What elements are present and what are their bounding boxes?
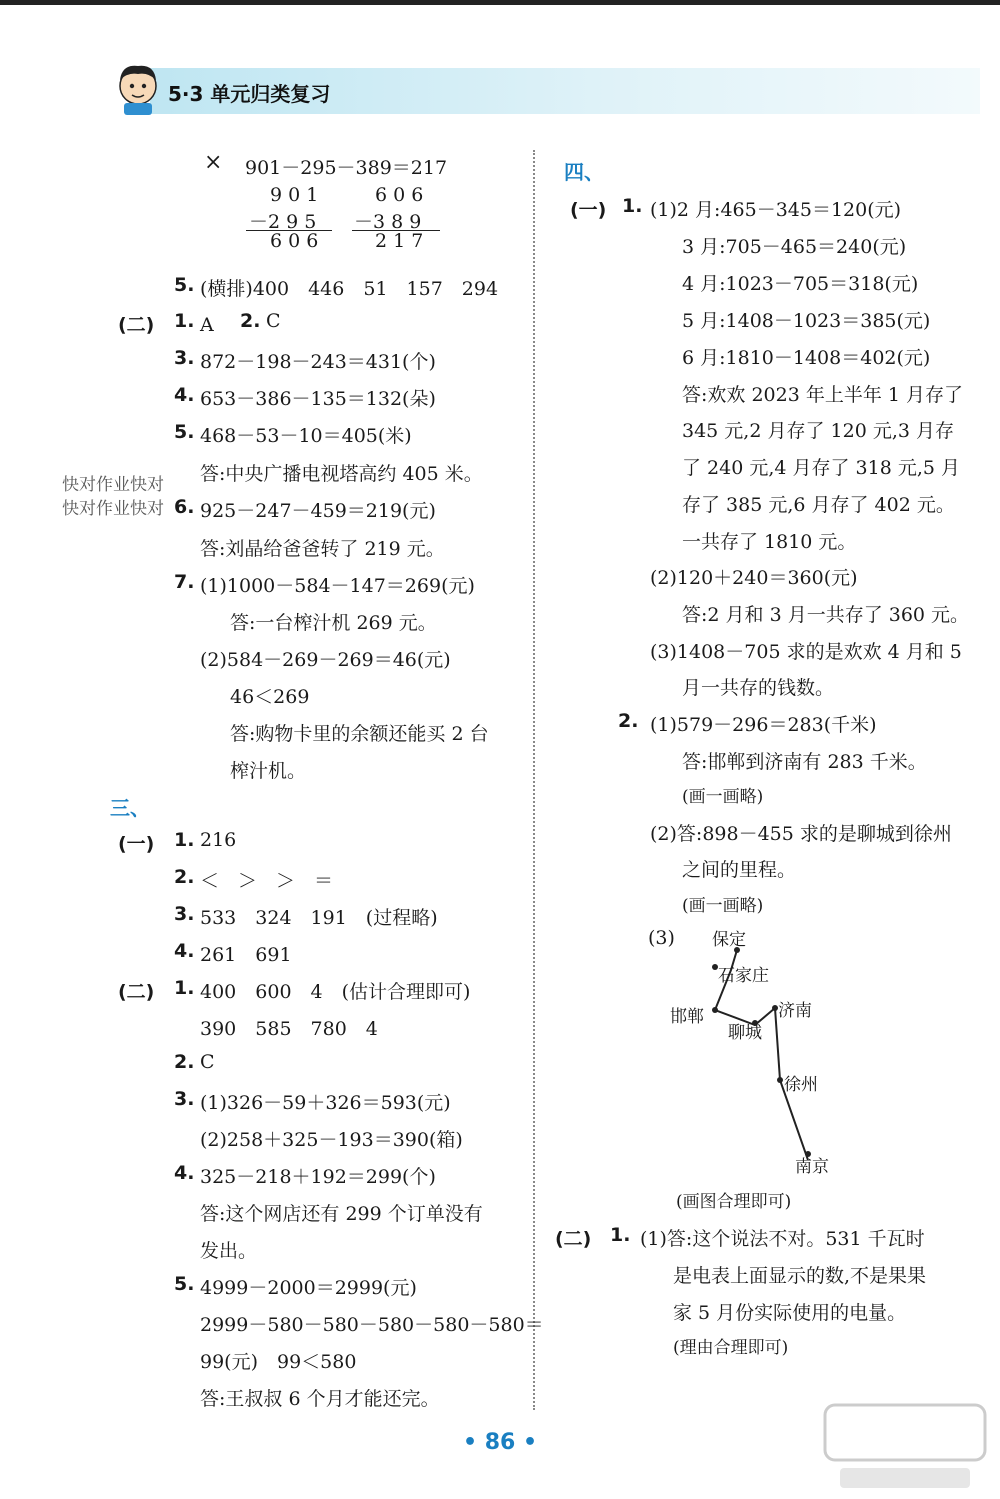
mascot-icon [108,58,166,116]
vertical-calc-1-sub: －2 9 5 [249,211,317,233]
part2-label: (二) [118,314,155,336]
s4-q1-part3-a: (3)1408－705 求的是欢欢 4 月和 5 [650,641,962,663]
s4-q2-part2-b: 之间的里程。 [682,859,797,881]
top-border [0,0,1000,5]
s4-q2-draw-note-1: (画一画略) [682,787,764,807]
vertical-calc-2-result: 2 1 7 [375,230,424,252]
s3-p2-q4-conclusion-b: 发出。 [200,1240,258,1262]
p2-q3-number: 3. [174,347,195,369]
s4-q1-number: 1. [622,195,643,217]
map-label-liaocheng: 聊城 [728,1023,762,1043]
s3-p2-q5-number: 5. [174,1273,195,1295]
s4-p2-q1-number: 1. [610,1224,631,1246]
s3-p2-q4-conclusion-a: 答:这个网店还有 299 个订单没有 [200,1203,483,1225]
s4-part1-label: (一) [570,199,607,221]
s3-q2-number: 2. [174,866,195,888]
s4-q1-part3-b: 月一共存的钱数。 [682,677,835,699]
map-label-baoding: 保定 [712,930,746,950]
node-handan [712,1007,718,1013]
s4-p2-q1-line1: (1)答:这个说法不对。531 千瓦时 [640,1228,925,1250]
s4-q2-number: 2. [618,710,639,732]
section-3-heading: 三、 [110,796,150,820]
s3-part1-label: (一) [118,833,155,855]
s4-q2-part3-label: (3) [648,927,675,949]
map-label-nanjing: 南京 [795,1157,829,1177]
s3-q4-answer: 261 691 [200,944,292,966]
s4-q1-line2: 3 月:705－465＝240(元) [682,236,907,258]
s4-q2-part1: (1)579－296＝283(千米) [650,714,877,736]
s3-p2-q3-number: 3. [174,1088,195,1110]
s4-p2-note: (理由合理即可) [673,1338,789,1358]
s3-p2-q2-answer: C [200,1051,215,1073]
p2-q4-answer: 653－386－135＝132(朵) [200,388,436,410]
s4-q1-answer-1: 答:欢欢 2023 年上半年 1 月存了 [682,384,964,406]
p2-q4-number: 4. [174,384,195,406]
s4-q2-part1-answer: 答:邯郸到济南有 283 千米。 [682,751,927,773]
p2-q7-part2-conclusion-a: 答:购物卡里的余额还能买 2 台 [230,723,489,745]
p2-q7-part2: (2)584－269－269＝46(元) [200,649,451,671]
vertical-calc-2-top: 6 0 6 [375,184,424,206]
p2-q3-answer: 872－198－243＝431(个) [200,351,436,373]
s4-q1-line3: 4 月:1023－705＝318(元) [682,273,919,295]
vertical-calc-1-top: 9 0 1 [270,184,319,206]
s3-p2-q3-part2: (2)258＋325－193＝390(箱) [200,1129,463,1151]
p2-q5-conclusion: 答:中央广播电视塔高约 405 米。 [200,463,483,485]
s3-p2-q5-line1: 4999－2000＝2999(元) [200,1277,417,1299]
map-note: (画图合理即可) [676,1192,792,1212]
s3-part2-label: (二) [118,981,155,1003]
p2-q1-number: 1. [174,310,195,332]
s4-q1-line4: 5 月:1408－1023＝385(元) [682,310,931,332]
s3-q2-answer: ＜ ＞ ＞ ＝ [200,870,334,892]
vertical-calc-2-sub: －3 8 9 [354,211,422,233]
s4-q1-part2-answer: 答:2 月和 3 月一共存了 360 元。 [682,604,970,626]
header-title: 5·3 单元归类复习 [168,82,331,106]
vertical-calc-1-result: 6 0 6 [270,230,319,252]
p2-q2-answer: C [266,310,281,332]
s3-q3-number: 3. [174,903,195,925]
p2-q5-answer: 468－53－10＝405(米) [200,425,412,447]
p2-q2-number: 2. [240,310,261,332]
s4-q1-line1: (1)2 月:465－345＝120(元) [650,199,902,221]
s4-part2-label: (二) [555,1228,592,1250]
node-xuzhou [777,1077,783,1083]
p2-q6-number: 6. [174,496,195,518]
cross-mark: × [204,150,223,175]
s4-q1-answer-4: 存了 385 元,6 月存了 402 元。 [682,494,955,516]
column-divider [533,150,535,1410]
s4-q1-answer-3: 了 240 元,4 月存了 318 元,5 月 [682,457,961,479]
watermark-logo-icon [820,1400,990,1495]
page-number: • 86 • [462,1430,538,1455]
cross-equation: 901－295－389＝217 [245,157,448,179]
p2-q5-number: 5. [174,421,195,443]
map-label-xuzhou: 徐州 [784,1075,818,1095]
map-label-handan: 邯郸 [670,1007,704,1027]
s4-q1-answer-2: 345 元,2 月存了 120 元,3 月存 [682,420,954,442]
s3-q4-number: 4. [174,940,195,962]
s4-q1-answer-5: 一共存了 1810 元。 [682,531,857,553]
p2-q7-number: 7. [174,571,195,593]
s3-p2-q2-number: 2. [174,1051,195,1073]
s4-q1-part2: (2)120＋240＝360(元) [650,567,858,589]
s3-p2-q1-answer-b: 390 585 780 4 [200,1018,378,1040]
s3-p2-q4-answer: 325－218＋192＝299(个) [200,1166,436,1188]
s4-p2-q1-line3: 家 5 月份实际使用的电量。 [673,1302,907,1324]
p2-q7-part1-conclusion: 答:一台榨汁机 269 元。 [230,612,437,634]
ghost-text-1: 快对作业快对 [62,475,164,495]
section-4-heading: 四、 [564,160,604,184]
q5-number: 5. [174,274,195,296]
s4-p2-q1-line2: 是电表上面显示的数,不是果果 [673,1265,927,1287]
p2-q6-answer: 925－247－459＝219(元) [200,500,436,522]
route-map [660,920,860,1180]
s3-q1-answer: 216 [200,829,237,851]
s3-p2-q1-answer-a: 400 600 4 (估计合理即可) [200,981,471,1003]
map-label-shijiazhuang: 石家庄 [718,966,769,986]
ghost-text-2: 快对作业快对 [62,499,164,519]
s3-p2-q1-number: 1. [174,977,195,999]
s3-q3-answer: 533 324 191 (过程略) [200,907,438,929]
p2-q6-conclusion: 答:刘晶给爸爸转了 219 元。 [200,538,445,560]
p2-q7-part1: (1)1000－584－147＝269(元) [200,575,475,597]
s3-p2-q5-conclusion: 答:王叔叔 6 个月才能还完。 [200,1388,440,1410]
s4-q2-part2-a: (2)答:898－455 求的是聊城到徐州 [650,823,952,845]
map-label-jinan: 济南 [778,1001,812,1021]
p2-q7-part2-conclusion-b: 榨汁机。 [230,760,307,782]
s3-p2-q4-number: 4. [174,1162,195,1184]
p2-q1-answer: A [200,314,233,336]
s3-p2-q5-line3: 99(元) 99＜580 [200,1351,357,1373]
s3-p2-q3-part1: (1)326－59＋326＝593(元) [200,1092,451,1114]
p2-q7-comparison: 46＜269 [230,686,310,708]
s3-q1-number: 1. [174,829,195,851]
s4-q1-line5: 6 月:1810－1408＝402(元) [682,347,931,369]
s4-q2-draw-note-2: (画一画略) [682,896,764,916]
q5-answer: (横排)400 446 51 157 294 [200,278,499,300]
s3-p2-q5-line2: 2999－580－580－580－580－580＝ [200,1314,544,1336]
